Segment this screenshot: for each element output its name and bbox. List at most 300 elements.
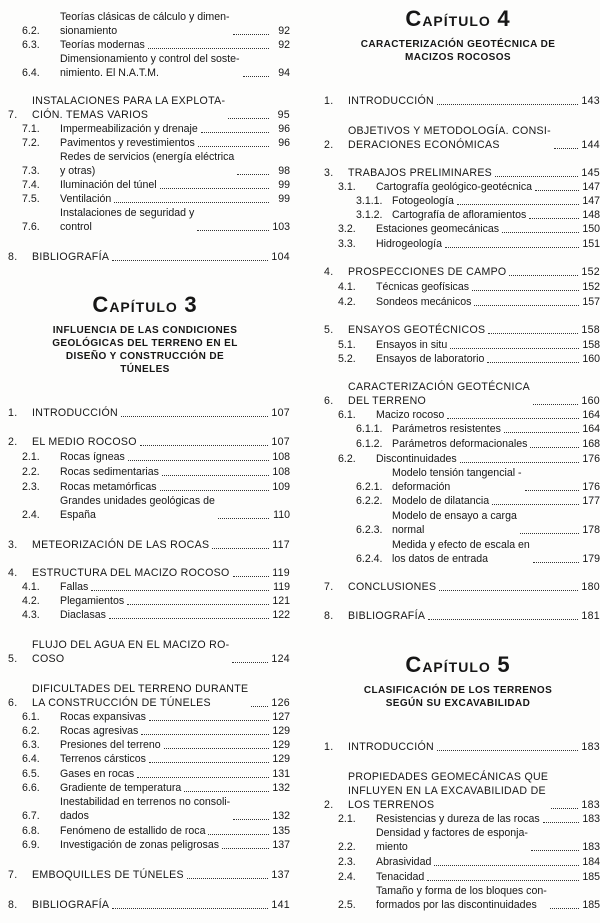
- toc-entry-page: 94: [278, 67, 290, 79]
- toc-entry-title: [376, 452, 457, 466]
- toc-entry-title-line: miento: [376, 841, 408, 853]
- toc-entry-title-line: INFLUYEN EN LA EXCAVABILIDAD DE: [348, 785, 546, 797]
- toc-entry-page: 160: [582, 353, 600, 365]
- toc-entry-title-line: CONCLUSIONES: [348, 581, 437, 593]
- chapter-4-title: CAPÍTULO 4: [405, 6, 511, 31]
- toc-entry-title: [376, 295, 471, 309]
- chapter-3-title: CAPÍTULO 3: [92, 292, 198, 317]
- toc-entry-title: [32, 250, 109, 264]
- toc-entry-page: 164: [582, 409, 600, 421]
- toc-entry-number: 2.5.: [338, 899, 356, 911]
- toc-entry-title-line: Ensayos de laboratorio: [376, 353, 485, 365]
- toc-entry-title-line: DEL TERRENO: [348, 395, 427, 407]
- toc-entry-page: 160: [581, 395, 600, 407]
- toc-entry-title-line: Investigación de zonas peligrosas: [60, 839, 220, 851]
- toc-entry: [316, 124, 600, 152]
- toc-entry-title: [348, 166, 492, 180]
- toc-entry-title-line: Teorías modernas: [60, 39, 145, 51]
- toc-entry-number: 6.2.3.: [356, 524, 383, 536]
- toc-entry: [0, 710, 290, 724]
- leader-dots: [112, 908, 268, 909]
- toc-entry: [0, 898, 290, 912]
- toc-entry: [0, 206, 290, 234]
- toc-entry-title-line: Fenómeno de estallido de roca: [60, 825, 206, 837]
- toc-entry-title: [60, 710, 146, 724]
- leader-dots: [164, 748, 269, 749]
- toc-entry-title-line: Fallas: [60, 581, 89, 593]
- toc-entry-title-line: Inestabilidad en terrenos no consoli-: [60, 796, 231, 808]
- leader-dots: [529, 218, 579, 219]
- toc-entry: [0, 406, 290, 420]
- toc-entry-title-line: Teorías clásicas de cálculo y dimen-: [60, 11, 230, 23]
- toc-entry-number: 6.: [324, 395, 334, 407]
- toc-entry-title-line: Abrasividad: [376, 856, 432, 868]
- toc-entry-page: 151: [582, 238, 600, 250]
- toc-entry-number: 8.: [324, 610, 334, 622]
- toc-entry-title: [376, 237, 442, 251]
- toc-entry-title: [348, 770, 548, 812]
- toc-entry: [316, 180, 600, 194]
- toc-entry-title: [60, 738, 161, 752]
- toc-entry: [0, 868, 290, 882]
- leader-dots: [198, 146, 269, 147]
- toc-entry-title: [392, 194, 454, 208]
- toc-entry: [0, 638, 290, 666]
- toc-entry-page: 117: [272, 539, 290, 551]
- toc-entry-number: 6.5.: [22, 768, 40, 780]
- leader-dots: [237, 174, 269, 175]
- toc-entry: [316, 580, 600, 594]
- toc-entry: [0, 594, 290, 608]
- toc-entry-page: 119: [273, 581, 290, 593]
- toc-entry-title: [60, 480, 157, 494]
- toc-entry-number: 7.4.: [22, 179, 40, 191]
- toc-entry-number: 4.3.: [22, 609, 40, 621]
- leader-dots: [128, 460, 269, 461]
- toc-entry: [316, 380, 600, 408]
- toc-entry: [0, 724, 290, 738]
- toc-entry-title-line: COSO: [32, 653, 65, 665]
- toc-entry-page: 181: [581, 610, 600, 622]
- leader-dots: [488, 333, 578, 334]
- leader-dots: [428, 619, 578, 620]
- toc-entry-title-line: BIBLIOGRAFÍA: [32, 251, 110, 263]
- toc-entry-title-line: ENSAYOS GEOTÉCNICOS: [348, 324, 486, 336]
- toc-entry-title: [376, 884, 547, 912]
- toc-entry-title-line: Pavimentos y revestimientos: [60, 137, 195, 149]
- chapter-4-heading: [316, 8, 600, 64]
- toc-entry-title-line: Rocas metamórficas: [60, 481, 157, 493]
- toc-entry-title: [32, 898, 109, 912]
- toc-entry-title-line: EMBOQUILLES DE TÚNELES: [32, 869, 184, 881]
- leader-dots: [525, 490, 579, 491]
- toc-entry-page: 147: [582, 195, 600, 207]
- toc-entry: [316, 770, 600, 812]
- toc-entry: [316, 352, 600, 366]
- toc-entry-title: [32, 868, 184, 882]
- toc-entry-page: 177: [582, 495, 600, 507]
- leader-dots: [472, 290, 579, 291]
- toc-entry-title: [32, 638, 229, 666]
- toc-entry-page: 103: [272, 221, 290, 233]
- toc-entry: [0, 435, 290, 449]
- leader-dots: [127, 604, 269, 605]
- toc-entry-title-line: OBJETIVOS Y METODOLOGÍA. CONSI-: [348, 125, 551, 137]
- toc-entry-title-line: Grandes unidades geológicas de: [60, 495, 215, 507]
- toc-entry-page: 183: [581, 741, 600, 753]
- leader-dots: [434, 865, 579, 866]
- toc-entry-page: 183: [582, 841, 600, 853]
- toc-entry-title-line: Instalaciones de seguridad y: [60, 207, 195, 219]
- toc-entry: [316, 884, 600, 912]
- toc-entry-title: [32, 94, 225, 122]
- leader-dots: [109, 618, 269, 619]
- toc-entry-title-line: formados por las discontinuidades: [376, 899, 537, 911]
- toc-entry-page: 131: [272, 768, 290, 780]
- toc-entry-number: 7.3.: [22, 165, 40, 177]
- chapter-3-heading: [0, 294, 290, 376]
- toc-entry-page: 99: [278, 179, 290, 191]
- toc-entry-title-line: Gases en rocas: [60, 768, 135, 780]
- toc-entry-title-line: nimiento. El N.A.T.M.: [60, 67, 159, 79]
- leader-dots: [114, 202, 269, 203]
- toc-entry-title-line: Impermeabilización y drenaje: [60, 123, 198, 135]
- chapter-5-subtitle: CLASIFICACIÓN DE LOS TERRENOS SEGÚN SU EXCAVABILIDAD: [363, 685, 553, 709]
- toc-entry-title: [60, 450, 125, 464]
- toc-entry-title-line: INTRODUCCIÓN: [348, 741, 434, 753]
- leader-dots: [492, 504, 579, 505]
- toc-entry: [316, 812, 600, 826]
- toc-entry: [0, 580, 290, 594]
- toc-entry-title-line: Modelo tensión tangencial -: [392, 467, 522, 479]
- toc-entry-number: 2.2.: [338, 841, 356, 853]
- toc-entry-title-line: Cartografía geológico-geotécnica: [376, 181, 533, 193]
- toc-entry-title-line: Modelo de ensayo a carga: [392, 510, 517, 522]
- toc-entry: [316, 194, 600, 208]
- toc-entry-title: [376, 338, 447, 352]
- toc-entry-number: 1.: [8, 407, 18, 419]
- toc-entry: [0, 150, 290, 178]
- toc-entry-number: 6.1.: [22, 711, 40, 723]
- toc-entry-page: 127: [272, 711, 290, 723]
- toc-entry-number: 6.: [8, 697, 18, 709]
- toc-entry-title: [348, 580, 436, 594]
- toc-entry: [316, 422, 600, 436]
- toc-entry-title: [60, 122, 198, 136]
- toc-entry-title-line: Tamaño y forma de los bloques con-: [376, 885, 547, 897]
- toc-entry-page: 158: [581, 324, 600, 336]
- toc-entry: [316, 452, 600, 466]
- toc-entry-page: 110: [273, 509, 290, 521]
- toc-entry-title: [376, 352, 484, 366]
- toc-entry-number: 6.2.4.: [356, 553, 383, 565]
- toc-entry-page: 152: [582, 281, 600, 293]
- toc-entry: [316, 437, 600, 451]
- toc-entry-title-line: Ventilación: [60, 193, 112, 205]
- toc-entry: [0, 450, 290, 464]
- toc-entry-page: 168: [582, 438, 600, 450]
- toc-entry: [0, 480, 290, 494]
- toc-entry-page: 141: [271, 899, 290, 911]
- toc-entry-title-line: Diaclasas: [60, 609, 106, 621]
- toc-entry-number: 7.: [8, 109, 18, 121]
- toc-entry-page: 99: [278, 193, 290, 205]
- toc-entry-title: [60, 494, 215, 522]
- toc-entry-page: 147: [582, 181, 600, 193]
- toc-entry-number: 2.4.: [338, 871, 356, 883]
- chapter-5-title: CAPÍTULO 5: [405, 652, 511, 677]
- leader-dots: [137, 777, 269, 778]
- leader-dots: [445, 247, 579, 248]
- toc-entry-number: 6.9.: [22, 839, 40, 851]
- leader-dots: [232, 662, 268, 663]
- toc-entry-page: 104: [271, 251, 290, 263]
- toc-entry: [316, 222, 600, 236]
- leader-dots: [509, 275, 578, 276]
- toc-entry: [316, 870, 600, 884]
- leader-dots: [222, 848, 269, 849]
- toc-entry-page: 126: [271, 697, 290, 709]
- toc-entry-title: [376, 408, 444, 422]
- toc-entry: [0, 178, 290, 192]
- toc-entry-title-line: Técnicas geofísicas: [376, 281, 470, 293]
- toc-entry-number: 6.1.: [338, 409, 356, 421]
- toc-entry-title-line: Densidad y factores de esponja-: [376, 827, 528, 839]
- leader-dots: [251, 706, 268, 707]
- toc-entry-number: 2.: [8, 436, 18, 448]
- toc-entry: [0, 192, 290, 206]
- toc-entry-title: [32, 682, 248, 710]
- leader-dots: [187, 878, 269, 879]
- toc-entry-title: [60, 795, 230, 823]
- toc-entry-title-line: BIBLIOGRAFÍA: [348, 610, 426, 622]
- leader-dots: [450, 348, 579, 349]
- toc-entry-title-line: DIFICULTADES DEL TERRENO DURANTE: [32, 683, 249, 695]
- leader-dots: [427, 880, 579, 881]
- toc-entry-title: [376, 180, 532, 194]
- chapter-5-heading: [316, 654, 600, 710]
- toc-entry-page: 145: [581, 167, 600, 179]
- toc-entry-number: 6.1.2.: [356, 438, 383, 450]
- toc-entry-title-line: Dimensionamiento y control del soste-: [60, 53, 240, 65]
- leader-dots: [243, 76, 269, 77]
- toc-entry-number: 5.: [324, 324, 334, 336]
- leader-dots: [233, 819, 269, 820]
- toc-entry-title: [376, 812, 540, 826]
- toc-entry-title-line: Rocas agresivas: [60, 725, 139, 737]
- leader-dots: [447, 418, 579, 419]
- toc-entry: [316, 295, 600, 309]
- toc-entry-title: [376, 870, 424, 884]
- toc-entry-title-line: DERACIONES ECONÓMICAS: [348, 139, 500, 151]
- toc-entry-number: 7.1.: [22, 123, 40, 135]
- toc-entry: [0, 795, 290, 823]
- leader-dots: [218, 518, 269, 519]
- toc-entry-title-line: LA CONSTRUCCIÓN DE TÚNELES: [32, 697, 211, 709]
- toc-entry-number: 4.2.: [338, 296, 356, 308]
- toc-entry-number: 2.: [324, 799, 334, 811]
- toc-entry-title: [376, 222, 499, 236]
- toc-entry-title: [392, 494, 489, 508]
- toc-entry-title-line: TRABAJOS PRELIMINARES: [348, 167, 493, 179]
- toc-entry-number: 2.1.: [338, 813, 356, 825]
- toc-entry-page: 184: [582, 856, 600, 868]
- toc-entry: [0, 136, 290, 150]
- toc-entry: [0, 566, 290, 580]
- leader-dots: [91, 590, 269, 591]
- toc-entry-number: 4.1.: [338, 281, 356, 293]
- leader-dots: [474, 305, 579, 306]
- leader-dots: [160, 490, 269, 491]
- toc-entry-page: 108: [272, 451, 290, 463]
- toc-entry-title-line: Rocas sedimentarias: [60, 466, 159, 478]
- toc-entry-title-line: INTRODUCCIÓN: [348, 95, 434, 107]
- toc-entry-title: [32, 406, 118, 420]
- toc-entry-title: [60, 150, 234, 178]
- leader-dots: [162, 475, 269, 476]
- toc-entry-title: [60, 206, 194, 234]
- toc-entry-page: 96: [278, 123, 290, 135]
- toc-entry-page: 109: [272, 481, 290, 493]
- toc-entry-page: 95: [277, 109, 290, 121]
- toc-entry-title-line: Tenacidad: [376, 871, 425, 883]
- toc-entry: [0, 682, 290, 710]
- toc-entry: [0, 38, 290, 52]
- toc-entry-title: [392, 509, 517, 537]
- toc-entry-title-line: Fotogeología: [392, 195, 454, 207]
- toc-entry-title-line: Gradiente de temperatura: [60, 782, 182, 794]
- leader-dots: [233, 34, 269, 35]
- toc-entry: [0, 122, 290, 136]
- toc-entry-title-line: dados: [60, 810, 89, 822]
- toc-entry-title: [348, 740, 434, 754]
- toc-entry-number: 6.6.: [22, 782, 40, 794]
- toc-entry-page: 137: [271, 869, 290, 881]
- toc-entry-title-line: PROPIEDADES GEOMECÁNICAS QUE: [348, 771, 549, 783]
- toc-entry-page: 158: [582, 339, 600, 351]
- leader-dots: [121, 416, 268, 417]
- toc-entry-title-line: Presiones del terreno: [60, 739, 161, 751]
- toc-entry-page: 137: [272, 839, 290, 851]
- toc-entry-title: [60, 594, 124, 608]
- leader-dots: [504, 432, 579, 433]
- leader-dots: [457, 204, 579, 205]
- toc-entry-page: 148: [582, 209, 600, 221]
- toc-entry-page: 176: [582, 453, 600, 465]
- toc-entry: [0, 538, 290, 552]
- toc-entry-number: 3.: [8, 539, 18, 551]
- toc-entry-number: 7.5.: [22, 193, 40, 205]
- toc-entry-title-line: METEORIZACIÓN DE LAS ROCAS: [32, 539, 210, 551]
- toc-entry-title-line: ESTRUCTURA DEL MACIZO ROCOSO: [32, 567, 230, 579]
- toc-entry-title-line: PROSPECCIONES DE CAMPO: [348, 266, 507, 278]
- toc-entry-number: 6.2.: [22, 25, 40, 37]
- toc-entry-number: 3.1.1.: [356, 195, 383, 207]
- toc-entry-title: [32, 538, 209, 552]
- toc-entry-title: [60, 824, 205, 838]
- toc-entry: [316, 338, 600, 352]
- toc-entry-title-line: Medida y efecto de escala en: [392, 539, 530, 551]
- toc-entry-number: 5.2.: [338, 353, 356, 365]
- toc-entry: [316, 855, 600, 869]
- toc-entry: [316, 265, 600, 279]
- toc-entry: [316, 166, 600, 180]
- toc-entry-title: [60, 38, 145, 52]
- toc-entry-number: 6.8.: [22, 825, 40, 837]
- toc-entry-title-line: Rocas ígneas: [60, 451, 125, 463]
- toc-entry-number: 7.: [324, 581, 334, 593]
- toc-entry: [316, 237, 600, 251]
- toc-entry-number: 3.2.: [338, 223, 356, 235]
- toc-entry-title: [60, 767, 134, 781]
- toc-entry-page: 92: [278, 25, 290, 37]
- toc-entry-title-line: Terrenos cársticos: [60, 753, 146, 765]
- leader-dots: [535, 190, 579, 191]
- toc-entry-title-line: sionamiento: [60, 25, 118, 37]
- leader-dots: [437, 750, 578, 751]
- leader-dots: [533, 404, 578, 405]
- toc-entry-number: 2.4.: [22, 509, 40, 521]
- toc-entry-number: 7.2.: [22, 137, 40, 149]
- toc-entry-title: [60, 580, 88, 594]
- toc-entry-title: [348, 124, 551, 152]
- toc-entry: [0, 465, 290, 479]
- toc-entry-title: [348, 380, 530, 408]
- toc-entry-page: 176: [582, 481, 600, 493]
- toc-entry-page: 129: [272, 739, 290, 751]
- toc-entry-page: 152: [581, 266, 600, 278]
- toc-entry-title: [60, 192, 111, 206]
- leader-dots: [543, 822, 579, 823]
- toc-entry-number: 5.: [8, 653, 18, 665]
- leader-dots: [460, 462, 579, 463]
- leader-dots: [208, 834, 269, 835]
- toc-entry-title: [348, 94, 434, 108]
- toc-entry-title: [392, 422, 501, 436]
- toc-entry-title-line: normal: [392, 524, 425, 536]
- toc-entry-title-line: los datos de entrada: [392, 553, 489, 565]
- toc-entry: [316, 466, 600, 494]
- toc-entry-title: [348, 265, 506, 279]
- toc-entry-title-line: Resistencias y dureza de las rocas: [376, 813, 540, 825]
- toc-entry-title-line: FLUJO DEL AGUA EN EL MACIZO RO-: [32, 639, 230, 651]
- toc-entry-number: 3.1.2.: [356, 209, 383, 221]
- leader-dots: [197, 230, 269, 231]
- leader-dots: [233, 576, 269, 577]
- toc-entry: [0, 738, 290, 752]
- leader-dots: [502, 232, 579, 233]
- toc-entry-page: 179: [582, 553, 600, 565]
- toc-entry-title-line: CIÓN. TEMAS VARIOS: [32, 109, 149, 121]
- toc-entry-title-line: INTRODUCCIÓN: [32, 407, 118, 419]
- toc-entry: [0, 52, 290, 80]
- toc-entry-page: 183: [582, 813, 600, 825]
- toc-entry-page: 157: [582, 296, 600, 308]
- toc-entry-number: 2.3.: [22, 481, 40, 493]
- toc-entry-page: 132: [272, 782, 290, 794]
- toc-entry-title: [348, 609, 425, 623]
- toc-entry-page: 144: [581, 139, 600, 151]
- toc-entry: [0, 838, 290, 852]
- toc-entry-title-line: deformación: [392, 481, 451, 493]
- toc-entry-title-line: Hidrogeología: [376, 238, 442, 250]
- toc-entry-title: [392, 538, 530, 566]
- toc-entry-number: 4.2.: [22, 595, 40, 607]
- toc-entry-title: [60, 178, 157, 192]
- toc-entry-title-line: CARACTERIZACIÓN GEOTÉCNICA: [348, 381, 531, 393]
- leader-dots: [141, 734, 269, 735]
- toc-entry-page: 98: [278, 165, 290, 177]
